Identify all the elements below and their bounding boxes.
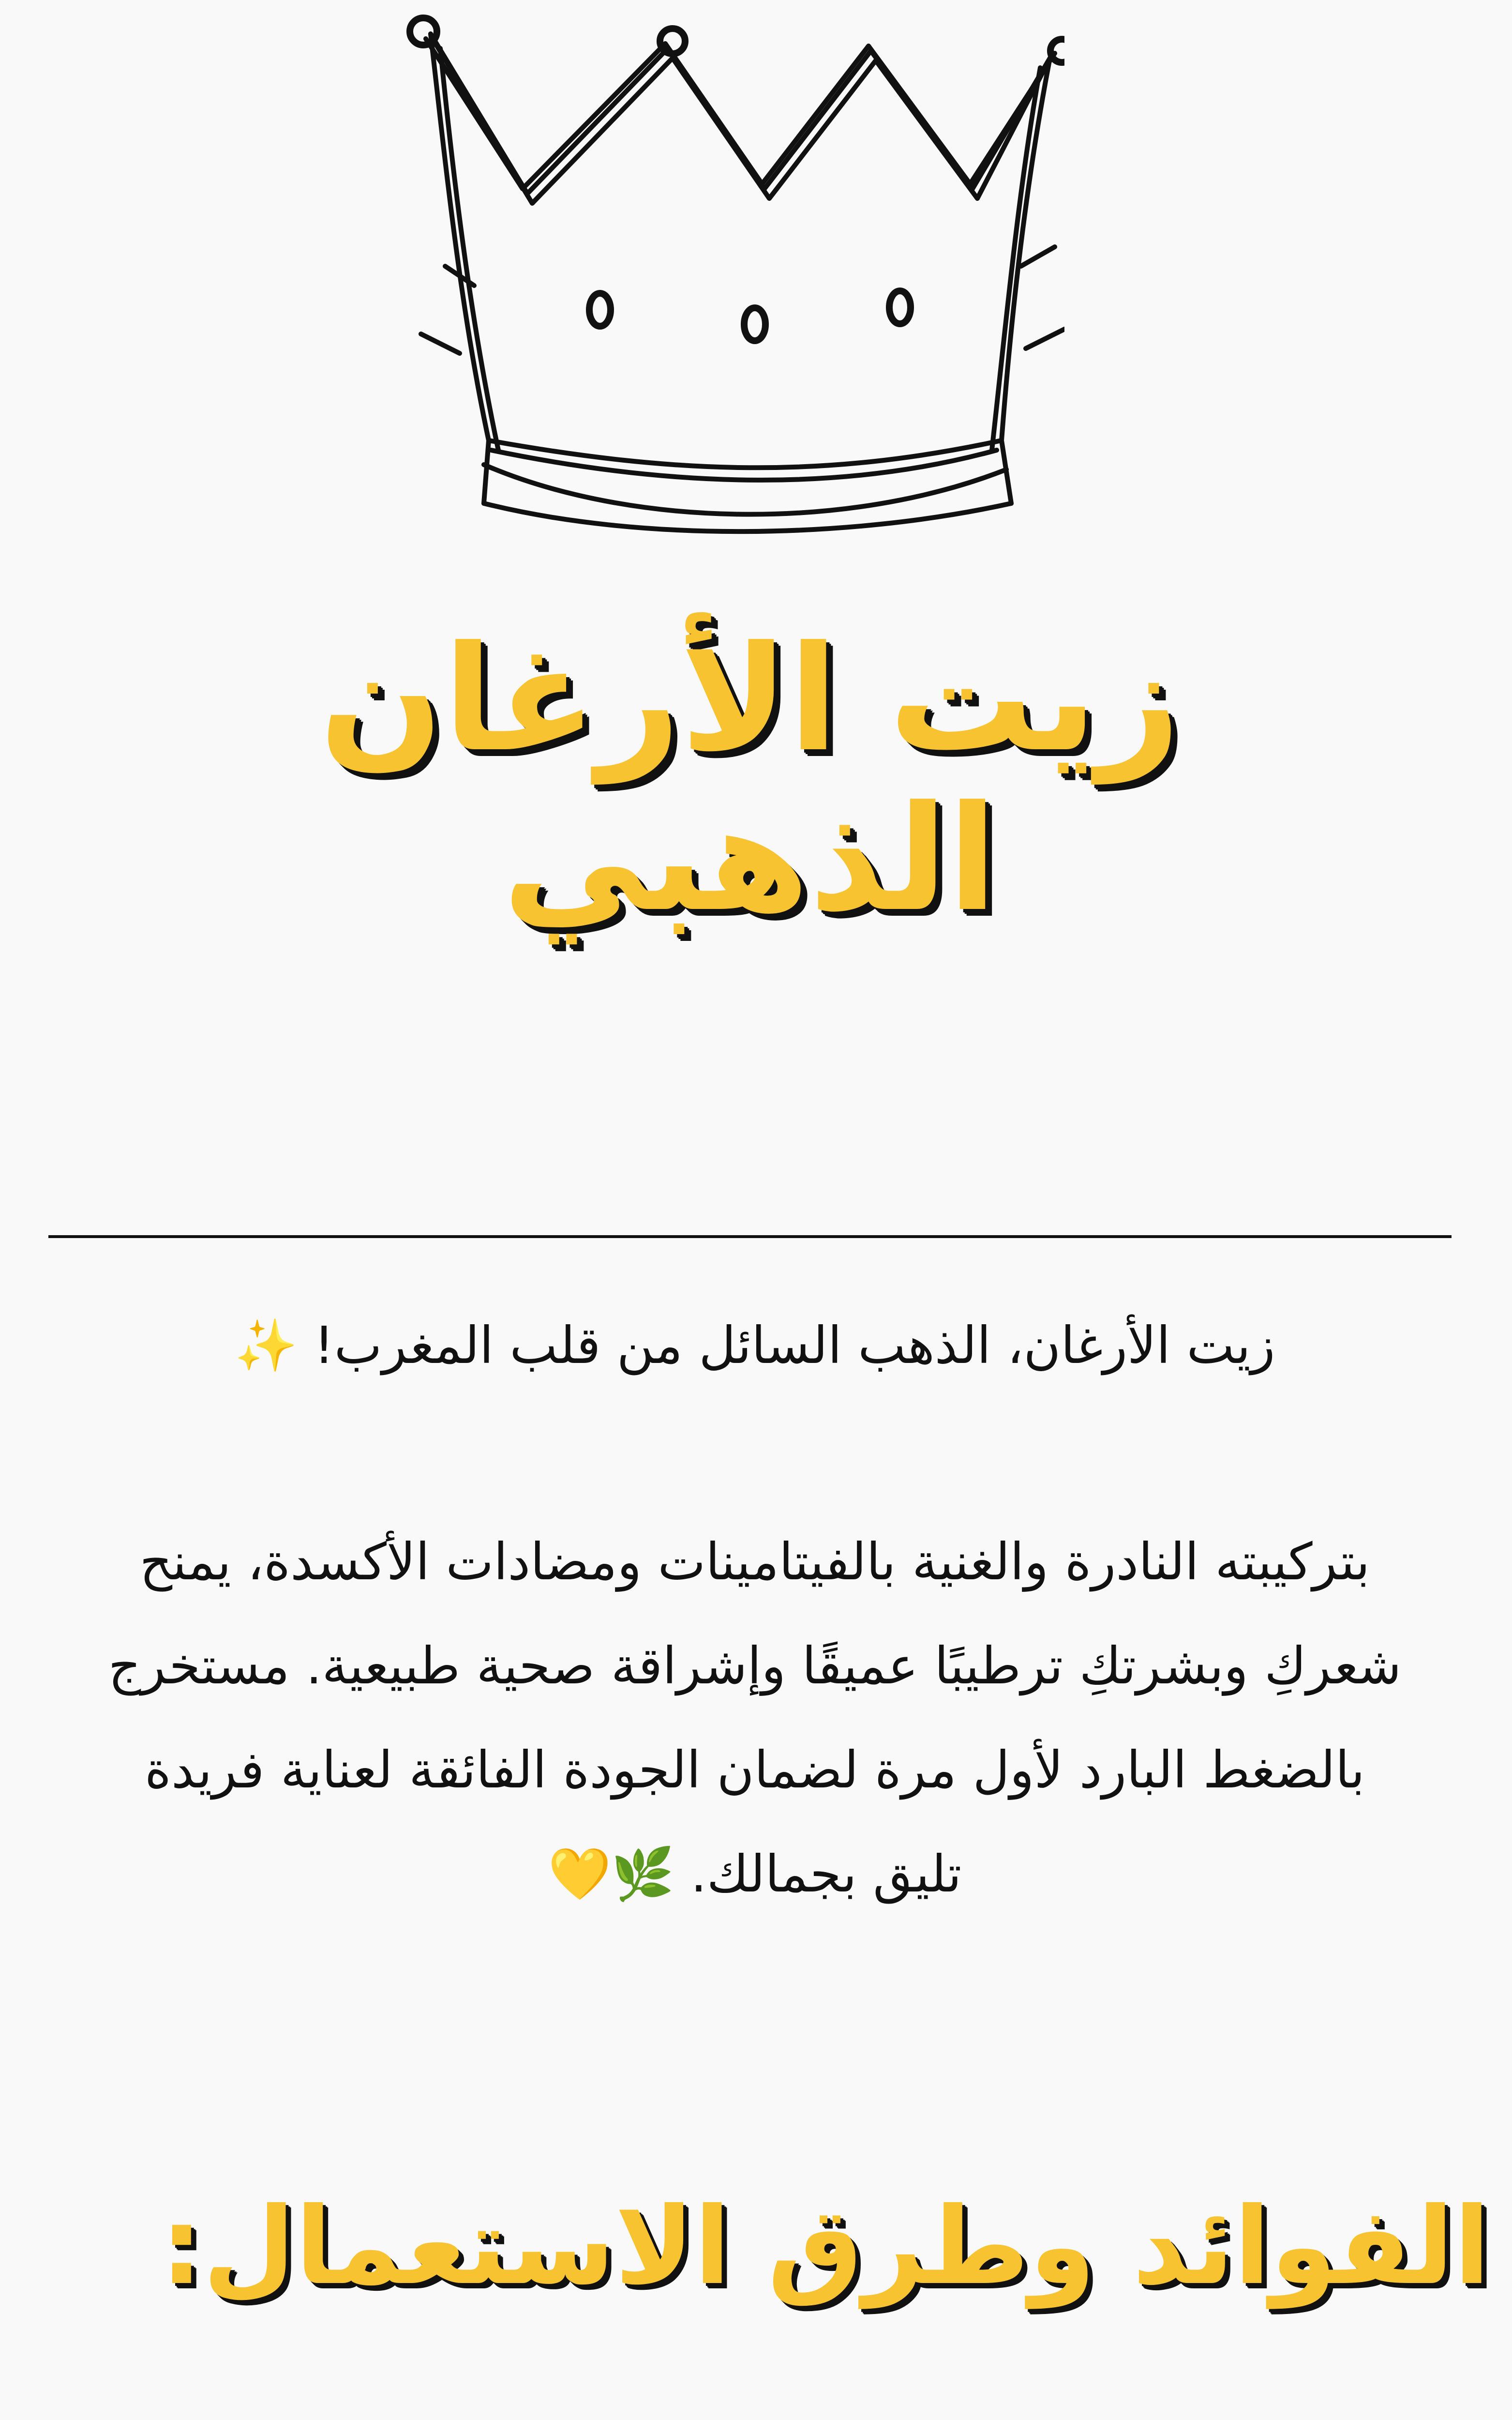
section-title: الفوائد وطرق الاستعمال:: [160, 2184, 1490, 2308]
crown-illustration: [387, 15, 1064, 537]
page-title: زيت الأرغان الذهبي: [319, 615, 1181, 943]
divider: [48, 1235, 1452, 1238]
benefit-card-hair: [29, 2396, 1481, 2420]
product-description: بتركيبته النادرة والغنية بالفيتامينات ومضادات الأكسدة، يمنح شعركِ وبشرتكِ ترطيبًا عميقًا وإشراقة صحية طبيعية. مستخرج بالضغط البارد لأول مرة لضمان الجودة الفائقة لعناية فريدة تليق بجمالك. 🌿💛: [108, 1532, 1402, 1904]
tagline: زيت الأرغان، الذهب السائل من قلب المغرب! ✨: [234, 1316, 1275, 1375]
